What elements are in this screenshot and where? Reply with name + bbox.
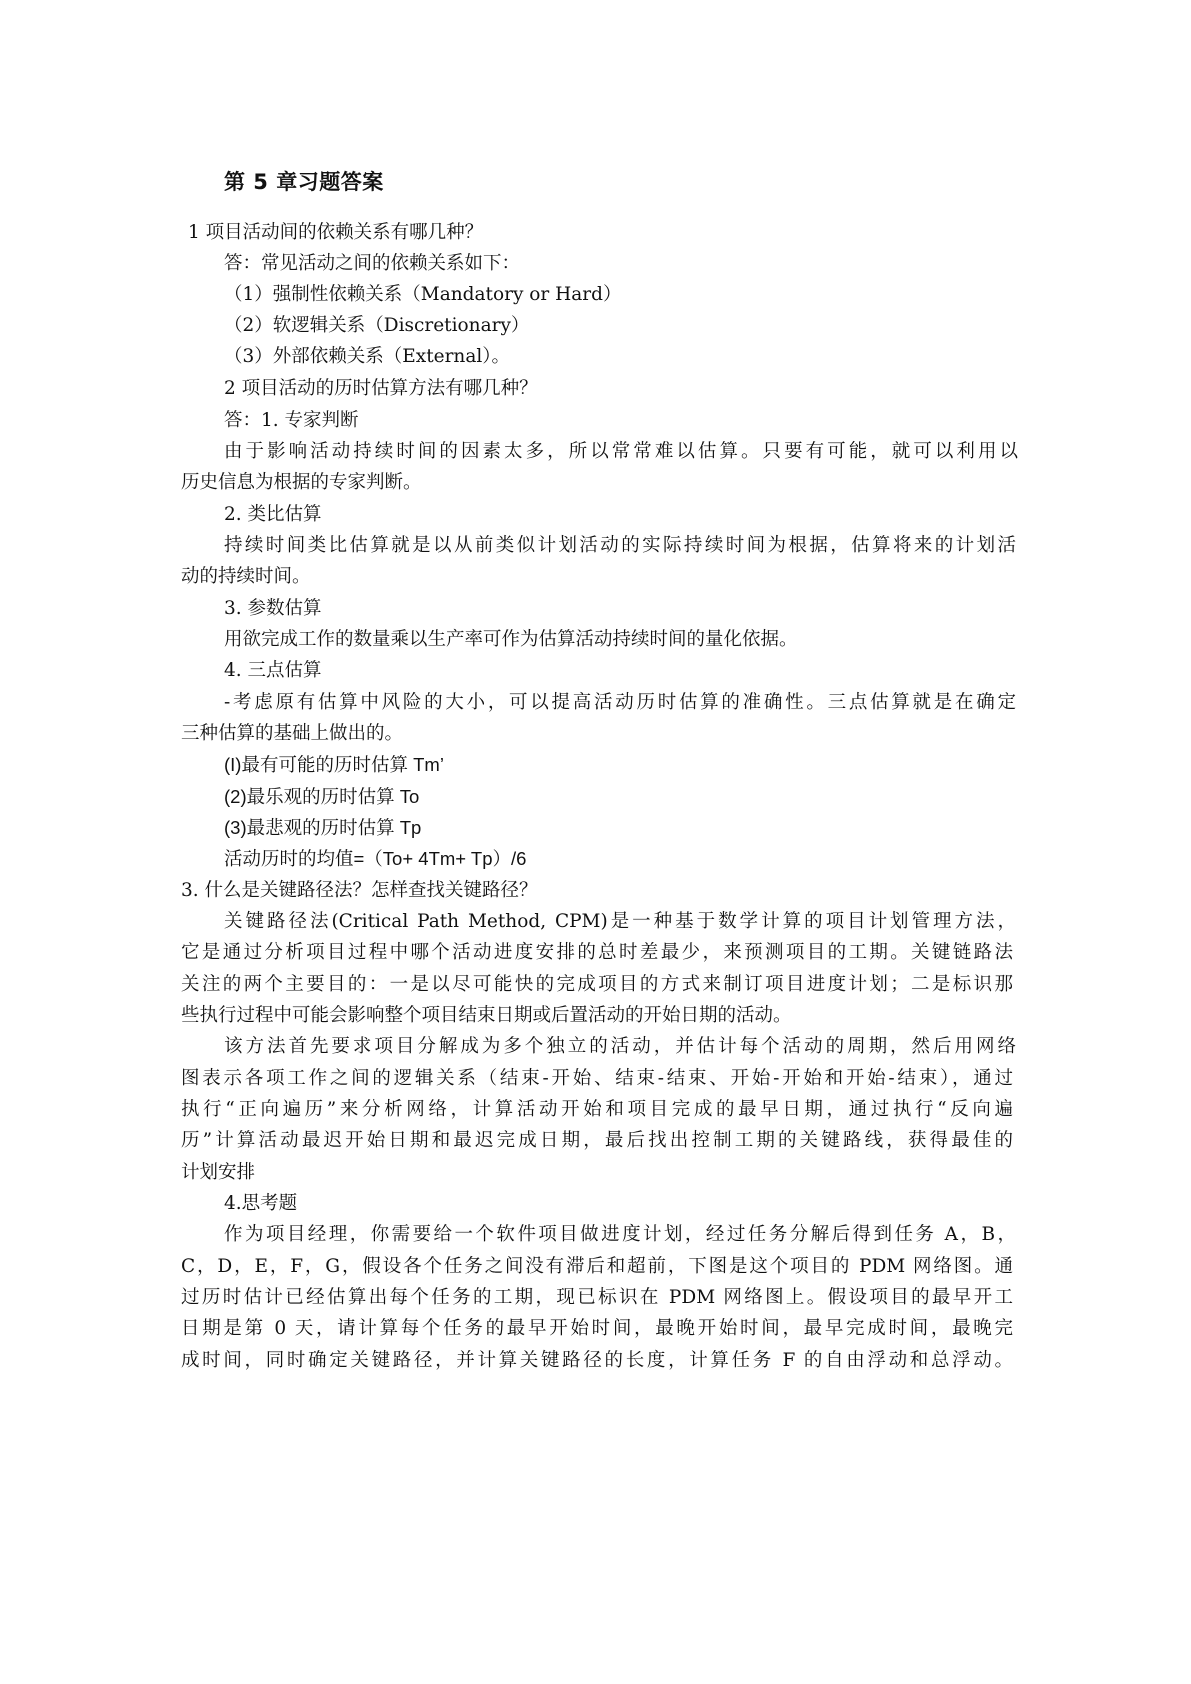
paragraph-line: C，D，E，F，G，假设各个任务之间没有滞后和超前，下图是这个项目的 PDM 网络图。通 xyxy=(181,1256,1013,1277)
formula-line: (2)最乐观的历时估算 To xyxy=(224,786,420,807)
paragraph-line: 日期是第 0 天，请计算每个任务的最早开始时间，最晚开始时间，最早完成时间，最晚完 xyxy=(181,1318,1013,1339)
section-heading: 4. 三点估算 xyxy=(224,660,322,681)
paragraph-line: 历史信息为根据的专家判断。 xyxy=(181,472,422,493)
paragraph-line: 关注的两个主要目的：一是以尽可能快的完成项目的方式来制订项目进度计划；二是标识那 xyxy=(181,974,1013,995)
question-4: 4.思考题 xyxy=(224,1193,298,1214)
paragraph-line: 关键路径法(Critical Path Method, CPM)是一种基于数学计算的项目计划管理方法， xyxy=(224,911,1016,932)
list-item: （2）软逻辑关系（Discretionary） xyxy=(224,315,530,336)
paragraph-line: 由于影响活动持续时间的因素太多，所以常常难以估算。只要有可能，就可以利用以 xyxy=(224,441,1018,462)
answer-intro: 答：常见活动之间的依赖关系如下： xyxy=(224,253,521,274)
list-item: （1）强制性依赖关系（Mandatory or Hard） xyxy=(224,284,622,305)
formula-line: (3)最悲观的历时估算 Tp xyxy=(224,817,422,838)
paragraph-line: 计划安排 xyxy=(181,1162,256,1183)
list-item: （3）外部依赖关系（External）。 xyxy=(224,346,511,367)
chapter-title: 第 5 章习题答案 xyxy=(224,170,384,194)
paragraph-line: 成时间，同时确定关键路径，并计算关键路径的长度，计算任务 F 的自由浮动和总浮动。 xyxy=(181,1350,1013,1371)
formula-line: (I)最有可能的历时估算 Tm’ xyxy=(224,754,444,775)
formula-line: 活动历时的均值=（To+ 4Tm+ Tp）/6 xyxy=(224,848,527,869)
paragraph-line: 持续时间类比估算就是以从前类似计划活动的实际持续时间为根据，估算将来的计划活 xyxy=(224,535,1016,556)
paragraph-line: 执行“正向遍历”来分析网络，计算活动开始和项目完成的最早日期，通过执行“反向遍 xyxy=(181,1099,1013,1120)
paragraph-line: 该方法首先要求项目分解成为多个独立的活动，并估计每个活动的周期，然后用网络 xyxy=(224,1036,1016,1057)
paragraph-line: 它是通过分析项目过程中哪个活动进度安排的总时差最少，来预测项目的工期。关键链路法 xyxy=(181,942,1013,963)
question-1: 1 项目活动间的依赖关系有哪几种？ xyxy=(188,222,484,243)
question-3: 3. 什么是关键路径法？怎样查找关键路径？ xyxy=(181,880,538,901)
answer-heading: 答：1. 专家判断 xyxy=(224,410,359,431)
paragraph-line: 历”计算活动最迟开始日期和最迟完成日期，最后找出控制工期的关键路线，获得最佳的 xyxy=(181,1130,1013,1151)
section-heading: 3. 参数估算 xyxy=(224,598,322,619)
paragraph-line: 用欲完成工作的数量乘以生产率可作为估算活动持续时间的量化依据。 xyxy=(224,629,798,650)
paragraph-line: 三种估算的基础上做出的。 xyxy=(181,723,404,744)
paragraph-line: 些执行过程中可能会影响整个项目结束日期或后置活动的开始日期的活动。 xyxy=(181,1005,792,1026)
paragraph-line: 图表示各项工作之间的逻辑关系（结束-开始、结束-结束、开始-开始和开始-结束），通过 xyxy=(181,1068,1013,1089)
paragraph-line: -考虑原有估算中风险的大小，可以提高活动历时估算的准确性。三点估算就是在确定 xyxy=(224,692,1016,713)
section-heading: 2. 类比估算 xyxy=(224,504,322,525)
paragraph-line: 过历时估计已经估算出每个任务的工期，现已标识在 PDM 网络图上。假设项目的最早开工 xyxy=(181,1287,1013,1308)
question-2: 2 项目活动的历时估算方法有哪几种？ xyxy=(224,378,538,399)
paragraph-line: 作为项目经理，你需要给一个软件项目做进度计划，经过任务分解后得到任务 A，B， xyxy=(224,1224,1016,1245)
paragraph-line: 动的持续时间。 xyxy=(181,566,311,587)
